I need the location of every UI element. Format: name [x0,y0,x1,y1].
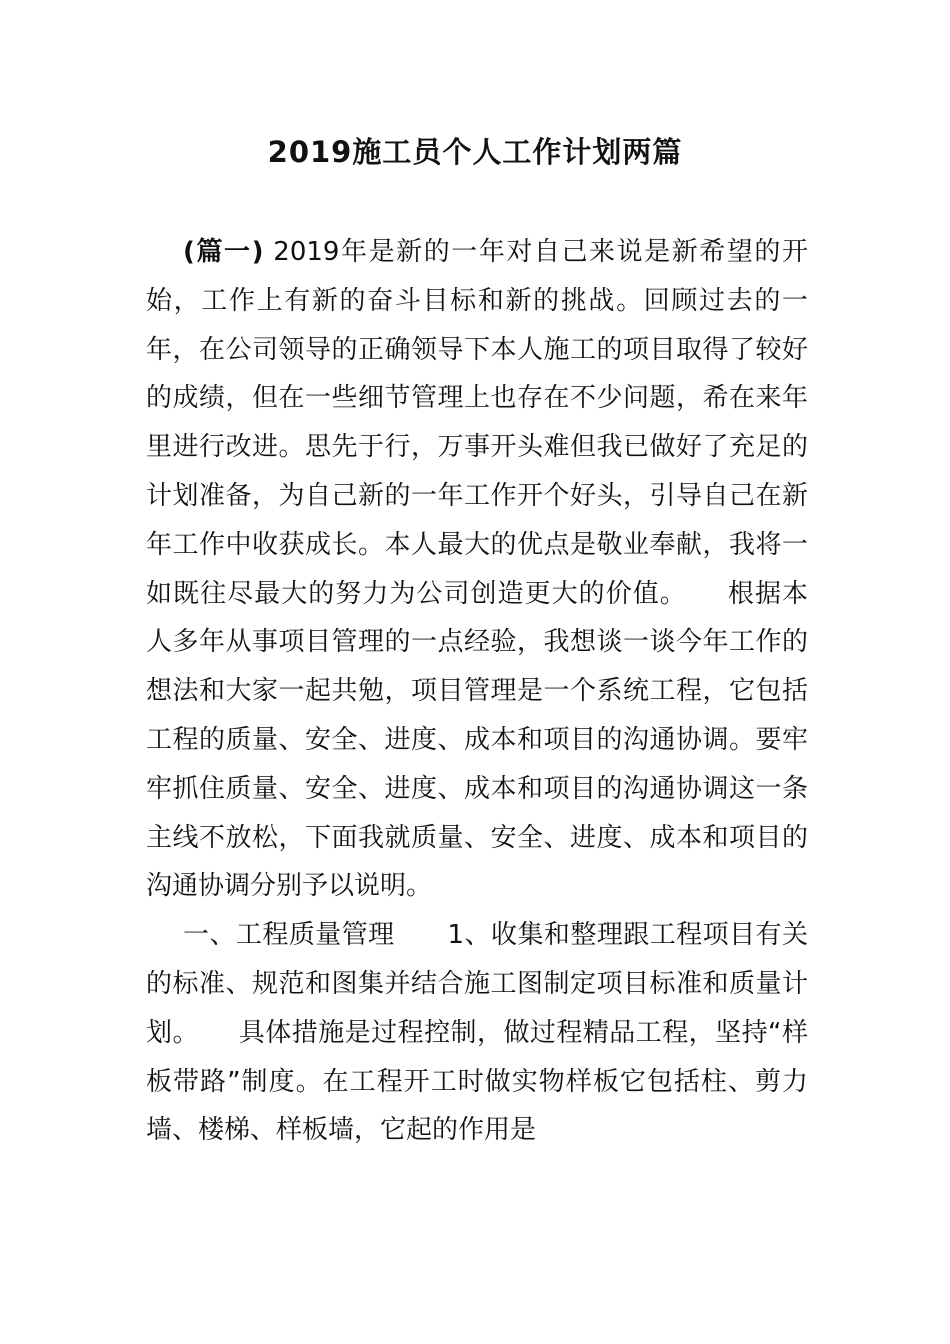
paragraph-text: 2019年是新的一年对自己来说是新希望的开始，工作上有新的奋斗目标和新的挑战。回顾过去的一年，在公司领导的正确领导下本人施工的项目取得了较好的成绩，但在一些细节管理上也存在不少问题，希在来年里进行改进。思先于行，万事开头难但我已做好了充足的计划准备，为自己新的一年工作开个好头，引导自己在新年工作中收获成长。本人最大的优点是敬业奉献，我将一如既往尽最大的努力为公司创造更大的价值。 根据本人多年从事项目管理的一点经验，我想谈一谈今年工作的想法和大家一起共勉，项目管理是一个系统工程，它包括工程的质量、安全、进度、成本和项目的沟通协调。要牢牢抓住质量、安全、进度、成本和项目的沟通协调这一条主线不放松，下面我就质量、安全、进度、成本和项目的沟通协调分别予以说明。 [146,237,808,902]
document-title: 2019施工员个人工作计划两篇 [267,135,683,169]
section-label: (篇一) [183,237,264,267]
document-body [146,228,808,1155]
paragraph-quality-management [146,911,808,1155]
paragraph-part-one [146,228,808,911]
paragraph-text: 一、工程质量管理 1、收集和整理跟工程项目有关的标准、规范和图集并结合施工图制定项目标准和质量计划。 具体措施是过程控制，做过程精品工程，坚持“样板带路”制度。在工程开工时做实物样板它包括柱、剪力墙、楼梯、样板墙，它起的作用是 [146,920,808,1146]
